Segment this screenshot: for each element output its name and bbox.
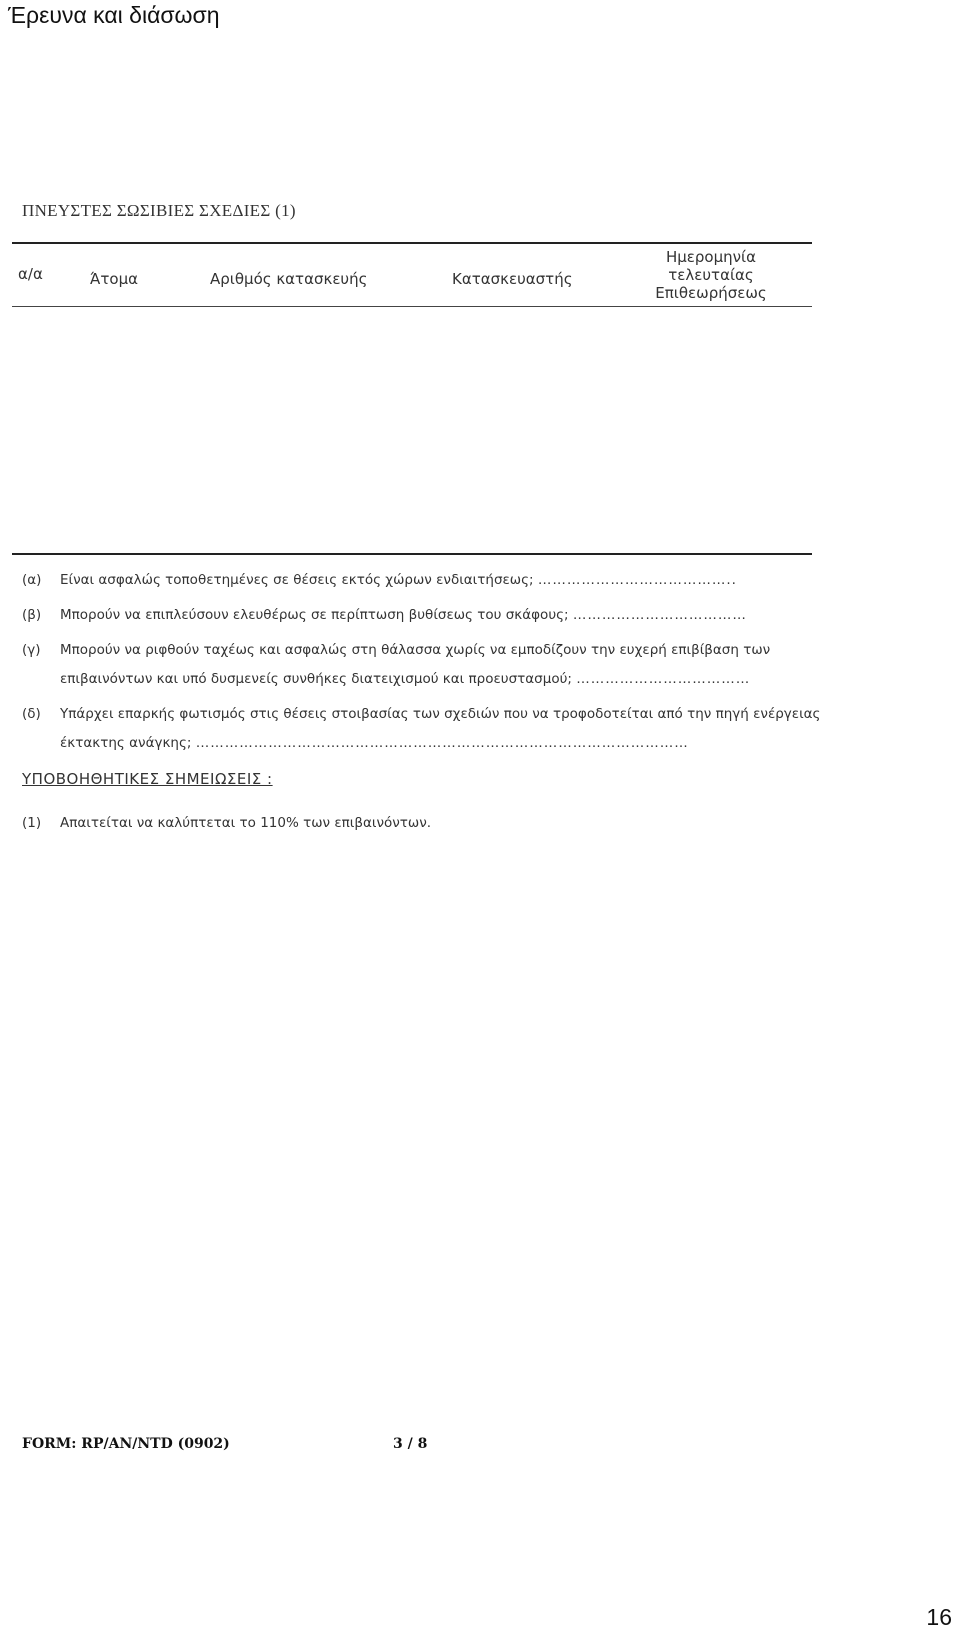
answer-dots: ……………………………… bbox=[572, 607, 747, 623]
page-number: 16 bbox=[926, 1604, 952, 1630]
answer-dots: ………………………………………………………………………………………… bbox=[195, 735, 689, 751]
question-text-body: Μπορούν να ριφθούν ταχέως και ασφαλώς στη θάλασσα χωρίς να εμποδίζουν την ευχερή επιβίβαση των επιβαινόντων και υπό δυσμενείς συνθήκες διατειχισμού και προευστασμού; bbox=[60, 642, 771, 687]
question-list bbox=[22, 566, 822, 764]
column-header-date-line-1: Ημερομηνία bbox=[665, 248, 757, 266]
column-header-aa: α/α bbox=[18, 265, 43, 283]
question-text bbox=[60, 601, 822, 630]
column-header-date-line-3: Επιθεωρήσεως bbox=[655, 284, 767, 302]
question-text bbox=[60, 636, 822, 694]
notes-title: ΥΠΟΒΟΗΘΗΤΙΚΕΣ ΣΗΜΕΙΩΣΕΙΣ : bbox=[22, 770, 273, 788]
question-text-body: Μπορούν να επιπλεύσουν ελευθέρως σε περίπτωση βυθίσεως του σκάφους; bbox=[60, 607, 569, 623]
question-text bbox=[60, 700, 822, 758]
question-item bbox=[22, 636, 822, 694]
note-text: Απαιτείται να καλύπτεται το 110% των επιβαινόντων. bbox=[60, 815, 432, 831]
answer-dots: ……………………………… bbox=[576, 671, 751, 687]
column-header-persons: Άτομα bbox=[90, 270, 139, 288]
page-header-title: Έρευνα και διάσωση bbox=[8, 2, 220, 28]
question-label: (β) bbox=[22, 607, 42, 623]
question-text bbox=[60, 566, 822, 595]
section-title: ΠΝΕΥΣΤΕΣ ΣΩΣΙΒΙΕΣ ΣΧΕΔΙΕΣ (1) bbox=[22, 201, 296, 220]
question-text-body: Είναι ασφαλώς τοποθετημένες σε θέσεις εκτός χώρων ενδιαιτήσεως; bbox=[60, 572, 534, 588]
question-label: (δ) bbox=[22, 706, 41, 722]
question-item bbox=[22, 601, 822, 630]
footer-page-count: 3 / 8 bbox=[393, 1436, 428, 1452]
column-header-date-line-2: τελευταίας bbox=[668, 266, 754, 284]
question-label: (γ) bbox=[22, 642, 41, 658]
column-header-serial-number: Αριθμός κατασκευής bbox=[210, 270, 368, 288]
column-header-manufacturer: Κατασκευαστής bbox=[452, 270, 573, 288]
table-bottom-rule bbox=[12, 553, 812, 555]
question-item bbox=[22, 700, 822, 758]
footer-form-code: FORM: RP/AN/NTD (0902) bbox=[22, 1436, 230, 1452]
note-item bbox=[22, 815, 431, 831]
question-label: (α) bbox=[22, 572, 42, 588]
question-item bbox=[22, 566, 822, 595]
note-label: (1) bbox=[22, 815, 42, 831]
table-header bbox=[12, 242, 812, 307]
column-header-last-inspection-date bbox=[642, 248, 780, 302]
question-text-body: Υπάρχει επαρκής φωτισμός στις θέσεις στοιβασίας των σχεδιών που να τροφοδοτείται από την πηγή ενέργειας έκτακτης ανάγκης; bbox=[60, 706, 821, 751]
answer-dots: ………………………………….. bbox=[537, 572, 737, 588]
